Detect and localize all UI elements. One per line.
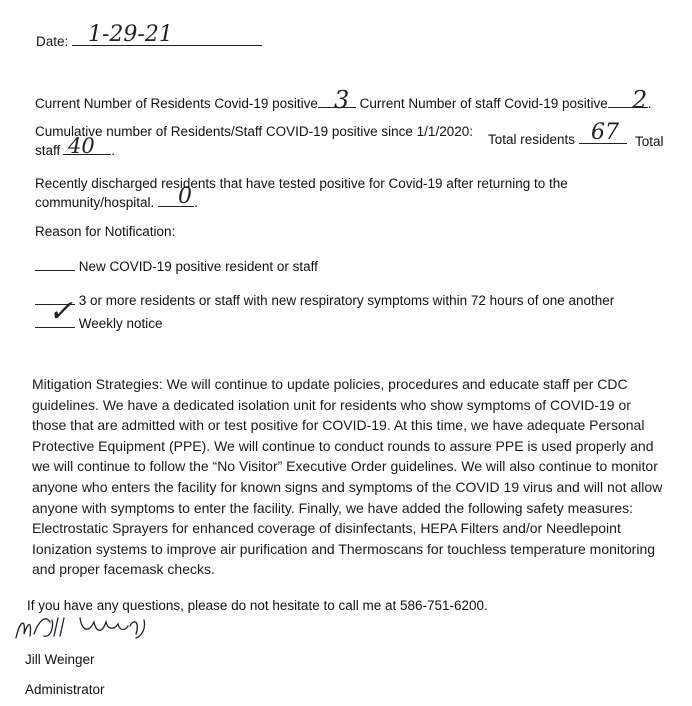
reason-option-label: Weekly notice bbox=[78, 316, 163, 331]
reason-option-blank bbox=[35, 258, 75, 271]
date-label: Date: bbox=[36, 34, 69, 49]
contact-line: If you have any questions, please do not hesitate to call me at 586-751-6200. bbox=[27, 598, 488, 613]
reason-heading: Reason for Notification: bbox=[35, 224, 176, 239]
cumulative-residents-value: 67 bbox=[591, 120, 619, 145]
residents-positive-value: 3 bbox=[334, 86, 350, 114]
date-value: 1-29-21 bbox=[88, 22, 173, 47]
cumulative-label: Cumulative number of Residents/Staff COVID-19 positive since 1/1/2020: bbox=[35, 124, 473, 139]
staff-positive-end: . bbox=[647, 96, 652, 111]
cumulative-staff-label-a: Total bbox=[635, 134, 664, 149]
signer-title: Administrator bbox=[25, 682, 105, 697]
handwritten-signature bbox=[10, 608, 160, 648]
reason-option bbox=[35, 292, 614, 309]
discharged-line1: Recently discharged residents that have tested positive for Covid-19 after returning to the bbox=[35, 176, 568, 191]
cumulative-staff-value: 40 bbox=[68, 134, 95, 158]
cumulative-residents-label: Total residents bbox=[488, 132, 576, 147]
discharged-line2: community/hospital. bbox=[35, 195, 155, 210]
staff-positive-label: Current Number of staff Covid-19 positive bbox=[359, 96, 608, 111]
weekly-check-mark: ✓ bbox=[48, 294, 74, 329]
reason-option-label: 3 or more residents or staff with new respiratory symptoms within 72 hours of one another bbox=[78, 293, 615, 308]
reason-option-label: New COVID-19 positive resident or staff bbox=[78, 259, 318, 274]
discharged-end: . bbox=[194, 195, 198, 210]
reason-option bbox=[35, 258, 318, 275]
cumulative-staff-label-b: staff bbox=[35, 143, 61, 158]
residents-positive-label: Current Number of Residents Covid-19 positive bbox=[35, 96, 318, 111]
signer-name: Jill Weinger bbox=[25, 652, 95, 667]
discharged-value: 0 bbox=[178, 184, 192, 209]
cumulative-staff-end: . bbox=[111, 143, 116, 158]
staff-positive-value: 2 bbox=[632, 86, 648, 114]
discharged-row bbox=[35, 194, 198, 211]
mitigation-paragraph: Mitigation Strategies: We will continue to update policies, procedures and educate staff per CDC guidelines. We have a dedicated isolation unit for residents who show symptoms of COVID-19 or those that are admitted with or test positive for COVID-19. At this time, we have adequate Personal Protective Equipment (PPE). We will continue to conduct rounds to assure PPE is used properly and we will continue to follow the “No Visitor” Executive Order guidelines. We will also continue to monitor anyone who enters the facility for known signs and symptoms of the COVID 19 virus and will not allow anyone with symptoms to enter the facility. Finally, we have added the following safety measures: Electrostatic Sprayers for enhanced coverage of disinfectants, HEPA Filters and/or Needlepoint Ionization systems to improve air purification and Thermoscans for touchless temperature monitoring and proper facemask checks. bbox=[32, 376, 663, 578]
